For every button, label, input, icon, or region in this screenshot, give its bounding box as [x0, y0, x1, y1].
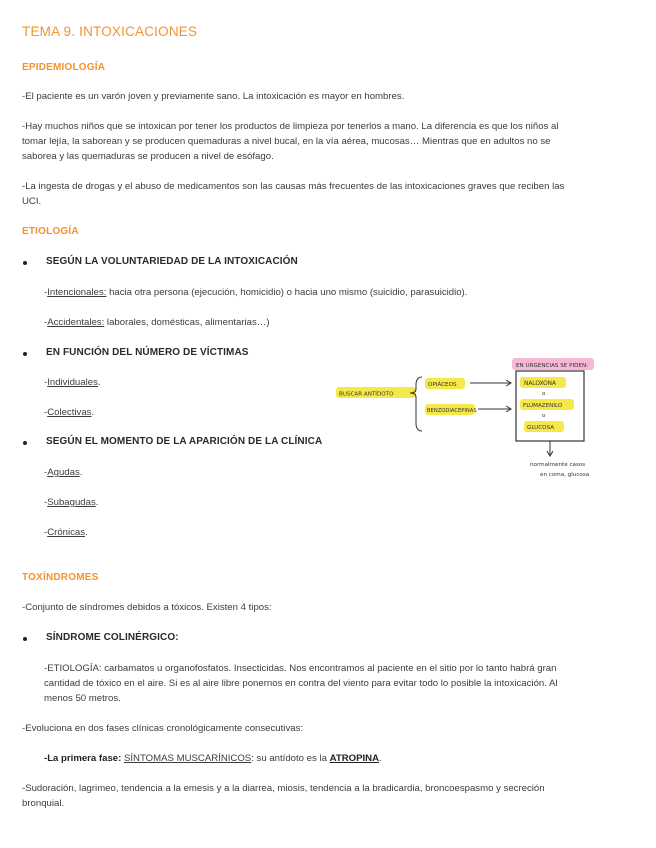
sketch-bottom-line: normalmente casos [530, 462, 586, 468]
bullet-heading [46, 256, 298, 267]
bullet-dot-icon [23, 441, 27, 445]
phase-end: . [379, 753, 382, 764]
list-item: -Accidentales: laborales, domésticas, alimentarias…) [44, 317, 270, 328]
item-label: Crónicas [47, 527, 86, 538]
paragraph: -Evoluciona en dos fases clínicas cronológicamente consecutivas: [22, 723, 304, 734]
page-title: TEMA 9. INTOXICACIONES [22, 24, 198, 39]
bullet-heading [46, 632, 179, 643]
paragraph-line: bronquial. [22, 798, 65, 809]
brace-icon [410, 377, 422, 431]
list-item: -Individuales. [44, 377, 101, 388]
item-label: Intencionales: [47, 287, 107, 298]
section-heading-toxindromes: TOXÍNDROMES [22, 572, 99, 583]
item-label: Colectivas [47, 407, 92, 418]
paragraph-line: -ETIOLOGÍA: carbamatos u organofosfatos. Insecticidas. Nos encontramos al paciente en el sitio por lo tanto habrá gran [44, 663, 557, 674]
sketch-branch-bottom: BENZODIACEPINAS [427, 408, 477, 414]
sketch-left-label: BUSCAR ANTÍDOTO [339, 391, 394, 398]
sketch-box-line: o [542, 413, 546, 419]
phase-label: -La primera fase: [44, 753, 122, 764]
paragraph-line: UCI. [22, 196, 42, 207]
sketch-top-label: EN URGENCIAS SE PIDEN: [516, 363, 589, 369]
paragraph-line: saborea y las quemaduras se producen a nivel de esófago. [22, 151, 274, 162]
item-text: laborales, domésticas, alimentarias…) [104, 317, 270, 328]
bullet-heading-text: EN FUNCIÓN DEL NÚMERO DE VÍCTIMAS [46, 347, 249, 358]
section-heading-epidemiologia: EPIDEMIOLOGÍA [22, 62, 106, 73]
sketch-box-line: GLUCOSA [527, 425, 555, 431]
section-heading-etiologia: ETIOLOGÍA [22, 226, 79, 237]
paragraph-line: -Sudoración, lagrimeo, tendencia a la emesis y a la diarrea, miosis, tendencia a la bradicardia, broncoespasmo y secreción [22, 783, 545, 794]
sketch-bottom-line: en coma, glucosa [540, 472, 590, 478]
item-label: Subagudas [47, 497, 96, 508]
sketch-box-line: NALOXONA [524, 381, 556, 387]
phase-mid: : su antídoto es la [251, 753, 330, 764]
paragraph-line: -La ingesta de drogas y el abuso de medicamentos son las causas más frecuentes de las intoxicaciones graves que reciben las [22, 181, 565, 192]
list-item: -Colectivas. [44, 407, 95, 418]
sketch-branch-top: OPIÁCEOS [428, 382, 457, 388]
list-item: -Crónicas. [44, 527, 88, 538]
handwritten-sketch [330, 355, 620, 485]
bullet-heading [46, 436, 322, 447]
phase-line [44, 751, 382, 766]
paragraph-line: cantidad de tóxico en el aire. Si es al aire libre ponernos en contra del viento para evitar todo lo posible la intoxicación. Al [44, 678, 558, 689]
bullet-heading-text: SÍNDROME COLINÉRGICO: [46, 632, 179, 643]
sketch-box-line: FLUMAZENILO [523, 403, 563, 409]
sketch-box-line: o [542, 391, 546, 397]
item-label: Accidentales: [47, 317, 105, 328]
phase-symptoms: SÍNTOMAS MUSCARÍNICOS [123, 753, 252, 764]
paragraph-line: tomar lejía, la saborean y se producen quemaduras a nivel bucal, en la vía aérea, mucosas… Mientras que en adultos no se [22, 136, 551, 147]
bullet-dot-icon [23, 352, 27, 356]
bullet-dot-icon [23, 261, 27, 265]
item-label: Individuales [47, 377, 98, 388]
list-item: -Intencionales: hacia otra persona (ejecución, homicidio) o hacia uno mismo (suicidio, parasuicidio). [44, 287, 468, 298]
bullet-heading [46, 347, 249, 358]
paragraph: -Conjunto de síndromes debidos a tóxicos. Existen 4 tipos: [22, 602, 272, 613]
paragraph-line: menos 50 metros. [44, 693, 121, 704]
bullet-heading-text: SEGÚN EL MOMENTO DE LA APARICIÓN DE LA CLÍNICA [46, 436, 323, 447]
bullet-heading-text: SEGÚN LA VOLUNTARIEDAD DE LA INTOXICACIÓN [46, 256, 298, 267]
paragraph: -El paciente es un varón joven y previamente sano. La intoxicación es mayor en hombres. [22, 91, 405, 102]
item-label: Agudas [47, 467, 80, 478]
paragraph-line: -Hay muchos niños que se intoxican por tener los productos de limpieza por tenerlos a mano. La diferencia es que los niños al [22, 121, 559, 132]
bullet-dot-icon [23, 637, 27, 641]
item-text: hacia otra persona (ejecución, homicidio) o hacia uno mismo (suicidio, parasuicidio). [106, 287, 468, 298]
list-item: -Agudas. [44, 467, 83, 478]
phase-antidote: ATROPINA [329, 753, 380, 764]
list-item: -Subagudas. [44, 497, 99, 508]
